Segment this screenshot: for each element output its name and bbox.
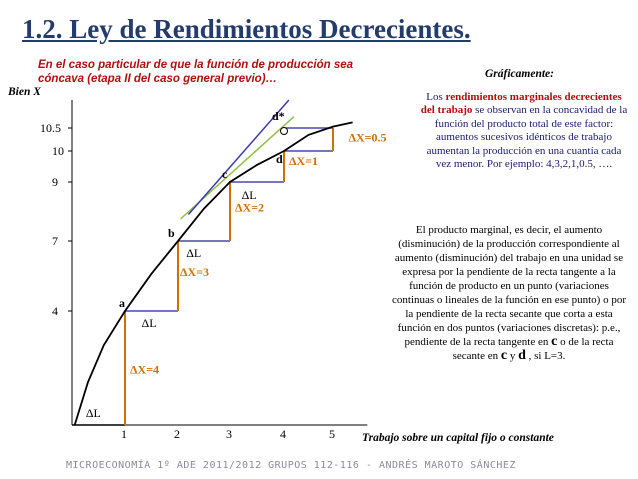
para2-c: c: [551, 334, 558, 349]
y-tick-label: 4: [52, 304, 58, 318]
point-label-a: a: [119, 296, 125, 310]
y-axis-label: Bien X: [8, 86, 41, 98]
delta-l-label: ΔL: [186, 246, 202, 260]
x-tick-label: 4: [280, 427, 286, 441]
point-label-d: d: [276, 152, 283, 166]
para2-text3: , si L=3.: [525, 350, 566, 362]
page-title: 1.2. Ley de Rendimientos Decrecientes.: [22, 14, 471, 44]
para1-highlight: rendimientos marginales decrecientes del trabajo: [420, 91, 622, 117]
footer-credit: MICROECONOMÍA 1º ADE 2011/2012 GRUPOS 112-116 - ANDRÉS MAROTO SÁNCHEZ: [66, 460, 516, 471]
delta-x-label: ΔX=4: [130, 362, 160, 377]
para1-pre: Los: [426, 91, 446, 103]
delta-x-label: ΔX=3: [180, 265, 210, 279]
para2-c2: c: [500, 348, 508, 363]
point-label-c: c: [222, 167, 228, 181]
point-label-d-star: d*: [272, 109, 285, 123]
delta-l-label: ΔL: [241, 188, 257, 202]
point-label-b: b: [168, 226, 175, 240]
para2-d: d: [518, 348, 526, 363]
graficamente-heading: Gráficamente:: [485, 68, 554, 80]
subtitle: En el caso particular de que la función de producción sea cóncava (etapa II del caso general previo)…: [38, 59, 354, 85]
delta-x-label: ΔX=2: [235, 200, 265, 215]
delta-x-label: ΔX=0.5: [348, 130, 387, 145]
x-tick-label: 5: [329, 427, 335, 441]
delta-x-label: ΔX=1: [289, 153, 319, 168]
y-tick-label: 9: [52, 175, 58, 189]
para2-text2: o de la recta secante en: [452, 336, 614, 362]
para2-text1: El producto marginal, es decir, el aumento (disminución) de la producción correspondiente al aumento (disminución) del trabajo en una unidad se expresa por la pendiente de la recta tangente a la función de producto en un punto (variaciones continuas o lineales de la función en ese punto) o por la pendiente de la recta secante que corta a esta función en dos puntos (variaciones discretas): p.e., pendiente de la recta tangente en: [392, 224, 626, 348]
para2-y: y: [507, 350, 519, 362]
y-tick-label: 10: [52, 144, 64, 158]
point-marker: [281, 128, 288, 135]
y-tick-label: 7: [52, 234, 58, 248]
para1-post: se observan en la concavidad de la función del producto total de este factor: aumentos sucesivos idénticos de trabajo aumentan la producción en una cuantía cada vez menor. Por ejemplo: 4,3,2,1,0.5, ….: [426, 104, 628, 171]
delta-l-label: ΔL: [141, 316, 157, 330]
x-tick-label: 1: [121, 427, 127, 441]
x-tick-label: 2: [174, 427, 180, 441]
y-tick-label: 10.5: [40, 121, 61, 135]
delta-l-label: ΔL: [85, 406, 101, 420]
x-axis-label: Trabajo sobre un capital fijo o constante: [362, 432, 554, 444]
x-tick-label: 3: [226, 427, 232, 441]
